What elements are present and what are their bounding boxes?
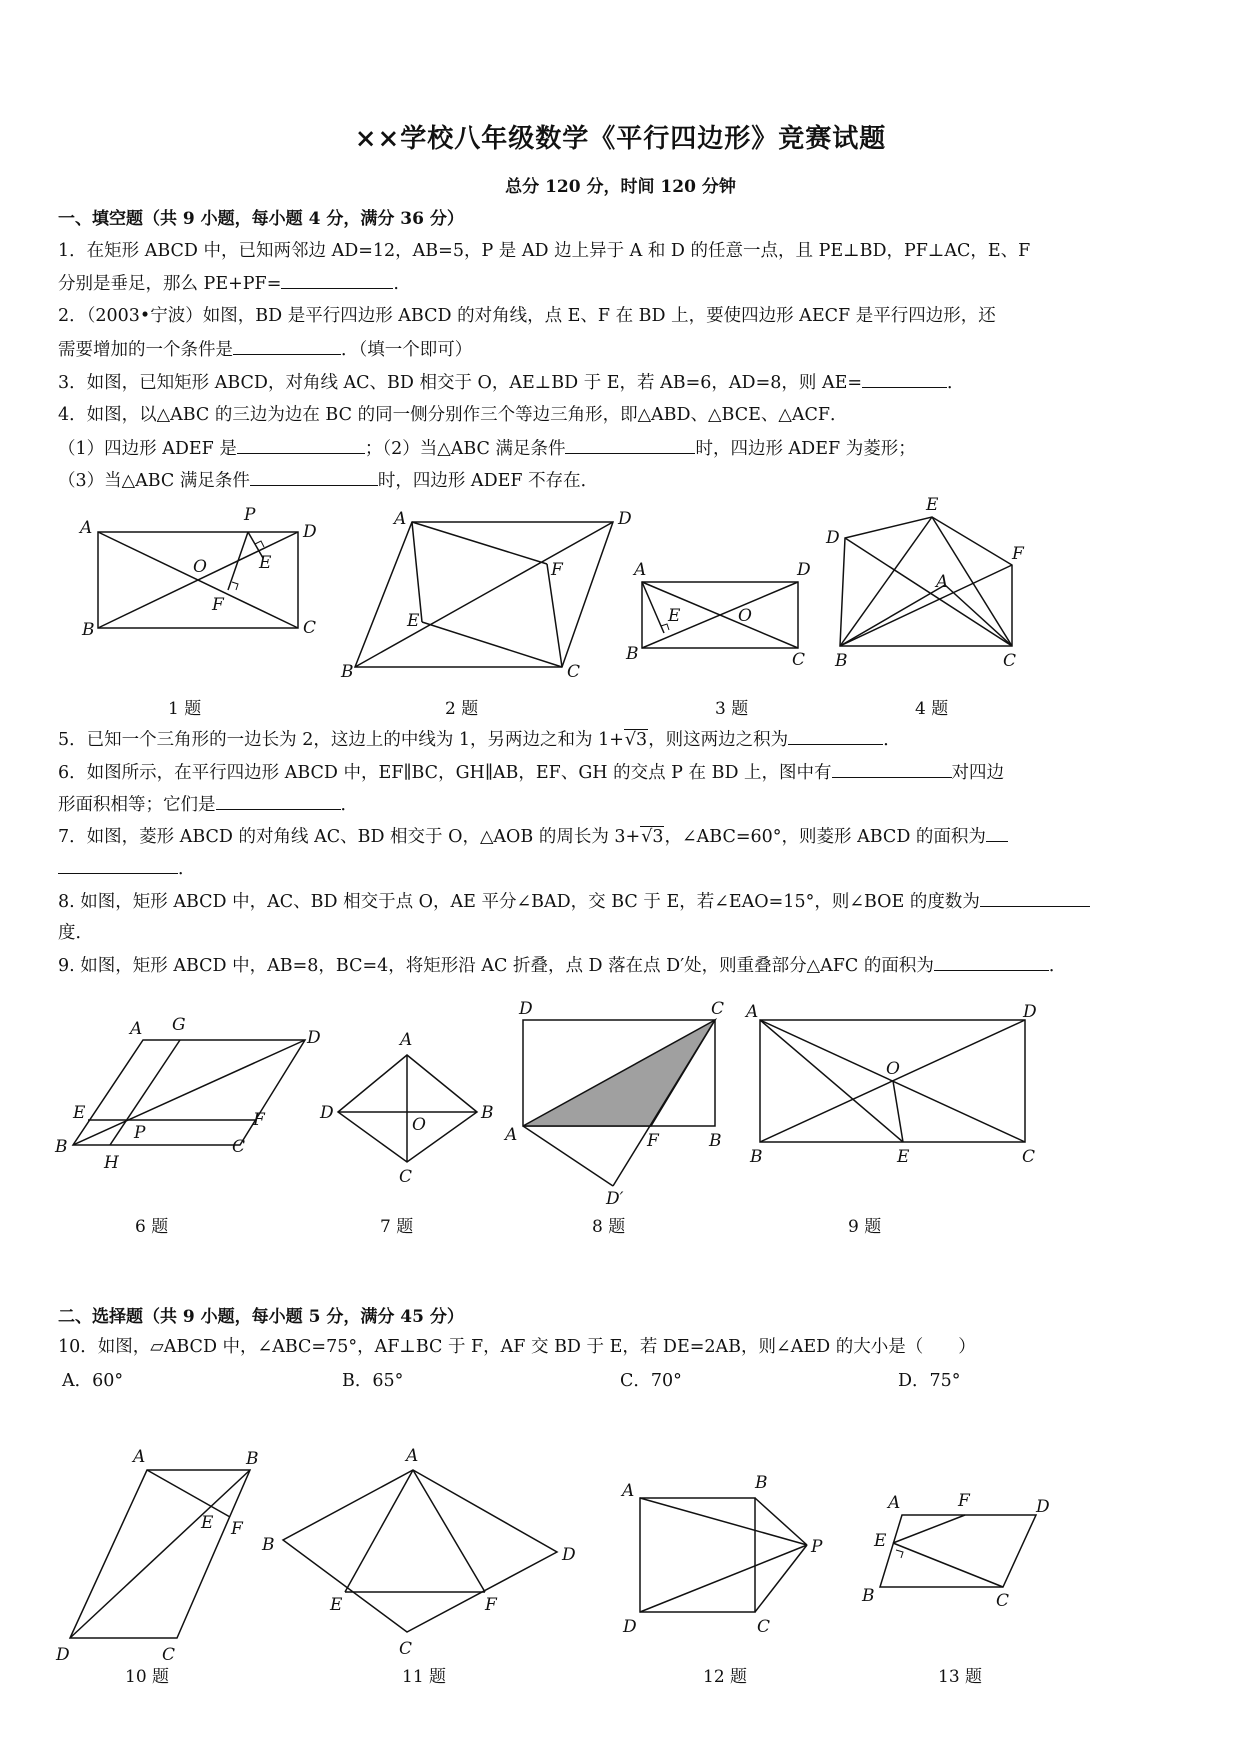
option-c[interactable]: C．70° [620,1371,682,1391]
question-8-line-2: 度． [58,923,93,943]
point-label: C [567,662,581,682]
point-label: B [709,1131,722,1151]
point-label: F [958,1491,970,1511]
figure-caption-9: 9 题 [848,1217,882,1237]
point-label: D [797,560,811,580]
point-label: D [562,1545,576,1565]
point-label: A [746,1002,759,1022]
point-label: A [133,1447,146,1467]
figure-11-quadrilateral [261,1446,576,1659]
point-label: O [412,1115,426,1135]
question-3: 3．如图，已知矩形 ABCD，对角线 AC、BD 相交于 O，AE⊥BD 于 E，若 AB=6，AD=8，则 AE= ． [58,369,1183,396]
figure-1-rectangle [78,505,317,640]
point-label: O [886,1059,900,1079]
figure-6-parallelogram [54,1015,321,1173]
point-label: P [134,1123,146,1143]
point-label: C [792,650,806,670]
figure-caption-7: 7 题 [380,1217,414,1237]
question-6-line-2: 形面积相等；它们是 ． [58,791,1183,818]
point-label: D [56,1645,70,1665]
figure-caption-8: 8 题 [592,1217,626,1237]
question-6-line-1: 6．如图所示，在平行四边形 ABCD 中，EF∥BC，GH∥AB，EF、GH 的交点 P 在 BD 上，图中有 对四边 [58,759,1183,786]
point-label: E [897,1147,910,1167]
point-label: C [162,1645,176,1665]
point-label: B [750,1147,763,1167]
figure-10-parallelogram [55,1447,259,1665]
point-label: D [320,1103,334,1123]
point-label: C [1003,651,1017,671]
question-7-line-1: 7．如图，菱形 ABCD 的对角线 AC、BD 相交于 O，△AOB 的周长为 3+√3，∠ABC=60°，则菱形 ABCD 的面积为 [58,823,1183,850]
point-label: A [400,1030,413,1050]
question-4-line-2: （1）四边形 ADEF 是 ；（2）当△ABC 满足条件 时，四边形 ADEF 为菱形； [58,435,1183,462]
point-label: A [130,1019,143,1039]
point-label: B [341,662,354,682]
point-label: E [259,553,272,573]
point-label: F [253,1110,265,1130]
point-label: F [231,1519,243,1539]
point-label: E [330,1595,343,1615]
point-label: D [307,1028,321,1048]
point-label: F [551,560,563,580]
point-label: B [626,644,639,664]
point-label: C [399,1639,413,1659]
section2-heading: 二、选择题（共 9 小题，每小题 5 分，满分 45 分） [58,1307,464,1327]
figure-caption-11: 11 题 [402,1667,447,1687]
figure-caption-12: 12 题 [703,1667,748,1687]
point-label: C [303,618,317,638]
point-label: C [399,1167,413,1187]
point-label: C [1022,1147,1036,1167]
page-title: ××学校八年级数学《平行四边形》竞赛试题 [354,124,887,154]
point-label: P [811,1537,823,1557]
figure-4-triangles [825,495,1025,671]
point-label: F [647,1131,659,1151]
point-label: C [757,1617,771,1637]
option-d[interactable]: D．75° [898,1371,961,1391]
point-label: P [244,505,256,525]
point-label: F [1012,544,1024,564]
point-label: B [835,651,848,671]
question-4-line-3: （3）当△ABC 满足条件 时，四边形 ADEF 不存在． [58,467,1183,494]
figure-8-folded-rectangle [503,999,724,1209]
point-label: D [618,509,632,529]
point-label: B [55,1137,68,1157]
point-label: E [926,495,939,515]
point-label: B [82,620,95,640]
point-label: A [888,1493,901,1513]
option-a[interactable]: A．60° [62,1371,124,1391]
question-1-line-1: 1．在矩形 ABCD 中，已知两邻边 AD=12，AB=5，P 是 AD 边上异于 A 和 D 的任意一点，且 PE⊥BD，PF⊥AC，E、F [58,241,1031,261]
point-label: C [996,1591,1010,1611]
figure-7-rhombus [319,1030,494,1187]
point-label: A [505,1125,518,1145]
question-1-line-2: 分别是垂足，那么 PE+PF= . [58,270,1183,297]
point-label: B [862,1586,875,1606]
figure-caption-13: 13 题 [938,1667,983,1687]
point-label: A [622,1481,635,1501]
point-label: A [634,560,647,580]
point-label: G [172,1015,186,1035]
page-subtitle: 总分 120 分，时间 120 分钟 [505,177,736,197]
point-label: D′ [606,1189,624,1209]
figure-caption-3: 3 题 [715,699,749,719]
point-label: D [519,999,533,1019]
figure-caption-1: 1 题 [168,699,202,719]
point-label: C [711,999,725,1019]
figure-caption-4: 4 题 [915,699,949,719]
question-7-line-2: ． [58,855,1183,882]
point-label: C [232,1137,246,1157]
sqrt-radicand: √3 [641,827,664,847]
figure-3-rectangle [625,560,811,670]
point-label: O [738,606,752,626]
figure-9-rectangle [744,1002,1037,1167]
point-label: D [303,522,317,542]
question-5: 5．已知一个三角形的一边长为 2，这边上的中线为 1，另两边之和为 1+√3，则这两边之积为 ． [58,726,1183,753]
question-10: 10．如图，▱ABCD 中，∠ABC=75°，AF⊥BC 于 F，AF 交 BD 于 E，若 DE=2AB，则∠AED 的大小是（ ） [58,1337,976,1357]
figure-caption-10: 10 题 [125,1667,170,1687]
point-label: B [246,1449,259,1469]
figure-2-parallelogram [340,509,632,682]
point-label: H [104,1153,119,1173]
question-8-line-1: 8. 如图，矩形 ABCD 中，AC、BD 相交于点 O，AE 平分∠BAD，交 BC 于 E，若∠EAO=15°，则∠BOE 的度数为 [58,888,1183,915]
point-label: E [201,1513,214,1533]
point-label: E [407,611,420,631]
point-label: F [212,595,224,615]
figure-caption-6: 6 题 [135,1217,169,1237]
question-2-line-2: 需要增加的一个条件是 ．（填一个即可） [58,336,1183,363]
point-label: E [874,1531,887,1551]
point-label: A [80,518,93,538]
figure-12-square [620,1473,823,1637]
point-label: D [1023,1002,1037,1022]
point-label: O [193,557,207,577]
question-4-line-1: 4．如图，以△ABC 的三边为边在 BC 的同一侧分别作三个等边三角形，即△ABD、△BCE、△ACF． [58,405,848,425]
point-label: E [668,606,681,626]
option-b[interactable]: B．65° [342,1371,404,1391]
figure-13-parallelogram [861,1491,1050,1611]
section1-heading: 一、填空题（共 9 小题，每小题 4 分，满分 36 分） [58,209,464,229]
figure-caption-2: 2 题 [445,699,479,719]
question-9: 9. 如图，矩形 ABCD 中，AB=8，BC=4，将矩形沿 AC 折叠，点 D 落在点 D′处，则重叠部分△AFC 的面积为 ． [58,952,1183,979]
point-label: D [826,528,840,548]
question-2-line-1: 2．（2003•宁波）如图，BD 是平行四边形 ABCD 的对角线，点 E、F 在 BD 上，要使四边形 AECF 是平行四边形，还 [58,306,996,326]
point-label: D [623,1617,637,1637]
point-label: A [936,572,949,592]
point-label: D [1036,1497,1050,1517]
point-label: B [755,1473,768,1493]
point-label: B [262,1535,275,1555]
point-label: B [481,1103,494,1123]
point-label: F [485,1595,497,1615]
point-label: A [394,509,407,529]
point-label: A [406,1446,419,1466]
sqrt-radicand: √3 [624,730,648,750]
point-label: E [73,1103,86,1123]
